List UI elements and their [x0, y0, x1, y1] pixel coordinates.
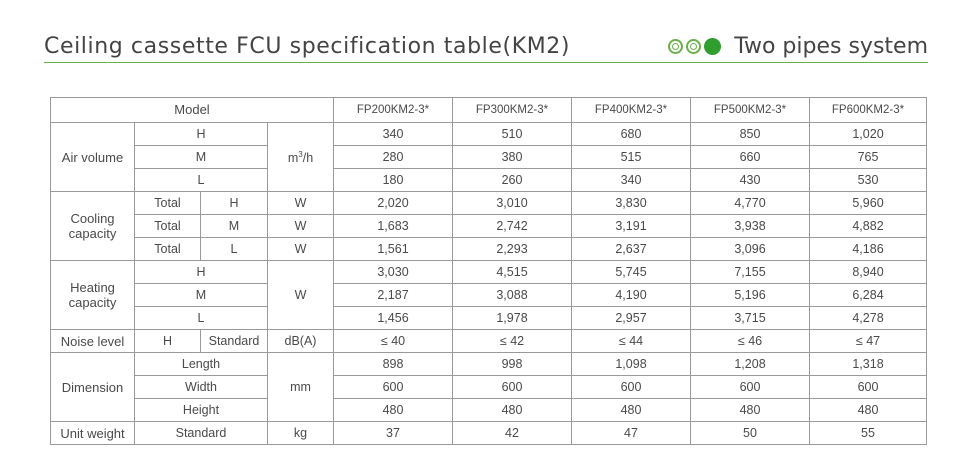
heating-capacity-label: Heating capacity — [51, 261, 135, 330]
table-row — [51, 376, 927, 399]
value-cell: 898 — [334, 353, 453, 376]
table-row — [51, 123, 927, 146]
value-cell: 5,960 — [810, 192, 927, 215]
speed-cell: M — [201, 215, 268, 238]
value-cell: 2,187 — [334, 284, 453, 307]
table-row — [51, 353, 927, 376]
dimension-label: Dimension — [51, 353, 135, 422]
system-label: Two pipes system — [734, 34, 928, 59]
table-row — [51, 261, 927, 284]
speed-cell: L — [201, 238, 268, 261]
value-cell: 660 — [691, 146, 810, 169]
value-cell: 2,742 — [453, 215, 572, 238]
value-cell: 998 — [453, 353, 572, 376]
speed-cell: H — [201, 192, 268, 215]
title-divider — [44, 62, 928, 63]
kind-cell: Total — [135, 238, 201, 261]
unit-cell: W — [268, 238, 334, 261]
value-cell: 600 — [334, 376, 453, 399]
table-row — [51, 330, 927, 353]
value-cell: 4,278 — [810, 307, 927, 330]
condition-cell: Standard — [201, 330, 268, 353]
dimension-name-cell: Length — [135, 353, 268, 376]
value-cell: 515 — [572, 146, 691, 169]
model-cell: FP600KM2-3* — [810, 98, 927, 123]
unit-cell: mm — [268, 353, 334, 422]
value-cell: 480 — [453, 399, 572, 422]
value-cell: 765 — [810, 146, 927, 169]
table-row — [51, 146, 927, 169]
value-cell: 340 — [334, 123, 453, 146]
value-cell: 480 — [810, 399, 927, 422]
table-row — [51, 192, 927, 215]
kind-cell: Total — [135, 192, 201, 215]
page-title: Ceiling cassette FCU specification table(KM2) — [44, 34, 571, 59]
condition-cell: Standard — [135, 422, 268, 445]
table-row — [51, 215, 927, 238]
value-cell: 4,770 — [691, 192, 810, 215]
table-row — [51, 307, 927, 330]
ring-dot-icon — [686, 39, 701, 54]
model-cell: FP500KM2-3* — [691, 98, 810, 123]
speed-cell: H — [135, 123, 268, 146]
air-volume-unit: $m^3/h$ — [268, 123, 334, 192]
value-cell: 5,745 — [572, 261, 691, 284]
unit-cell: W — [268, 192, 334, 215]
value-cell: 260 — [453, 169, 572, 192]
value-cell: 340 — [572, 169, 691, 192]
ring-dot-icon — [668, 39, 683, 54]
value-cell: 3,030 — [334, 261, 453, 284]
value-cell: 1,098 — [572, 353, 691, 376]
value-cell: 3,088 — [453, 284, 572, 307]
speed-cell: L — [135, 169, 268, 192]
value-cell: ≤ 40 — [334, 330, 453, 353]
dimension-name-cell: Width — [135, 376, 268, 399]
table-row — [51, 284, 927, 307]
value-cell: 7,155 — [691, 261, 810, 284]
value-cell: 2,637 — [572, 238, 691, 261]
table-row — [51, 169, 927, 192]
value-cell: 1,020 — [810, 123, 927, 146]
table-row — [51, 399, 927, 422]
value-cell: 1,208 — [691, 353, 810, 376]
table-row — [51, 238, 927, 261]
value-cell: 480 — [334, 399, 453, 422]
kind-cell: Total — [135, 215, 201, 238]
value-cell: 42 — [453, 422, 572, 445]
value-cell: 480 — [572, 399, 691, 422]
speed-cell: M — [135, 146, 268, 169]
value-cell: 600 — [572, 376, 691, 399]
value-cell: 3,715 — [691, 307, 810, 330]
value-cell: 380 — [453, 146, 572, 169]
value-cell: ≤ 47 — [810, 330, 927, 353]
value-cell: 480 — [691, 399, 810, 422]
table-row — [51, 422, 927, 445]
value-cell: ≤ 44 — [572, 330, 691, 353]
model-cell: FP400KM2-3* — [572, 98, 691, 123]
model-cell: FP200KM2-3* — [334, 98, 453, 123]
speed-cell: H — [135, 330, 201, 353]
speed-cell: L — [135, 307, 268, 330]
value-cell: 430 — [691, 169, 810, 192]
spec-table — [50, 97, 927, 445]
value-cell: 600 — [810, 376, 927, 399]
system-indicator — [668, 34, 928, 59]
solid-green-dot-icon — [704, 38, 721, 55]
value-cell: 1,978 — [453, 307, 572, 330]
value-cell: ≤ 42 — [453, 330, 572, 353]
dimension-name-cell: Height — [135, 399, 268, 422]
table-row-model — [51, 98, 927, 123]
value-cell: 55 — [810, 422, 927, 445]
value-cell: 600 — [453, 376, 572, 399]
speed-cell: H — [135, 261, 268, 284]
value-cell: ≤ 46 — [691, 330, 810, 353]
unit-cell: W — [268, 261, 334, 330]
model-cell: FP300KM2-3* — [453, 98, 572, 123]
value-cell: 2,020 — [334, 192, 453, 215]
value-cell: 8,940 — [810, 261, 927, 284]
value-cell: 530 — [810, 169, 927, 192]
value-cell: 680 — [572, 123, 691, 146]
value-cell: 6,284 — [810, 284, 927, 307]
speed-cell: M — [135, 284, 268, 307]
value-cell: 5,196 — [691, 284, 810, 307]
value-cell: 510 — [453, 123, 572, 146]
value-cell: 50 — [691, 422, 810, 445]
value-cell: 3,096 — [691, 238, 810, 261]
value-cell: 47 — [572, 422, 691, 445]
value-cell: 3,191 — [572, 215, 691, 238]
value-cell: 1,561 — [334, 238, 453, 261]
value-cell: 4,515 — [453, 261, 572, 284]
value-cell: 3,010 — [453, 192, 572, 215]
value-cell: 4,186 — [810, 238, 927, 261]
value-cell: 2,957 — [572, 307, 691, 330]
value-cell: 4,882 — [810, 215, 927, 238]
value-cell: 1,318 — [810, 353, 927, 376]
air-volume-label: Air volume — [51, 123, 135, 192]
cooling-capacity-label: Cooling capacity — [51, 192, 135, 261]
unit-weight-label: Unit weight — [51, 422, 135, 445]
model-header: Model — [51, 98, 334, 123]
value-cell: 37 — [334, 422, 453, 445]
value-cell: 2,293 — [453, 238, 572, 261]
value-cell: 3,938 — [691, 215, 810, 238]
unit-cell: kg — [268, 422, 334, 445]
value-cell: 600 — [691, 376, 810, 399]
unit-cell: W — [268, 215, 334, 238]
value-cell: 4,190 — [572, 284, 691, 307]
value-cell: 280 — [334, 146, 453, 169]
header — [44, 30, 928, 64]
unit-cell: dB(A) — [268, 330, 334, 353]
value-cell: 3,830 — [572, 192, 691, 215]
noise-level-label: Noise level — [51, 330, 135, 353]
value-cell: 180 — [334, 169, 453, 192]
value-cell: 1,456 — [334, 307, 453, 330]
value-cell: 850 — [691, 123, 810, 146]
value-cell: 1,683 — [334, 215, 453, 238]
